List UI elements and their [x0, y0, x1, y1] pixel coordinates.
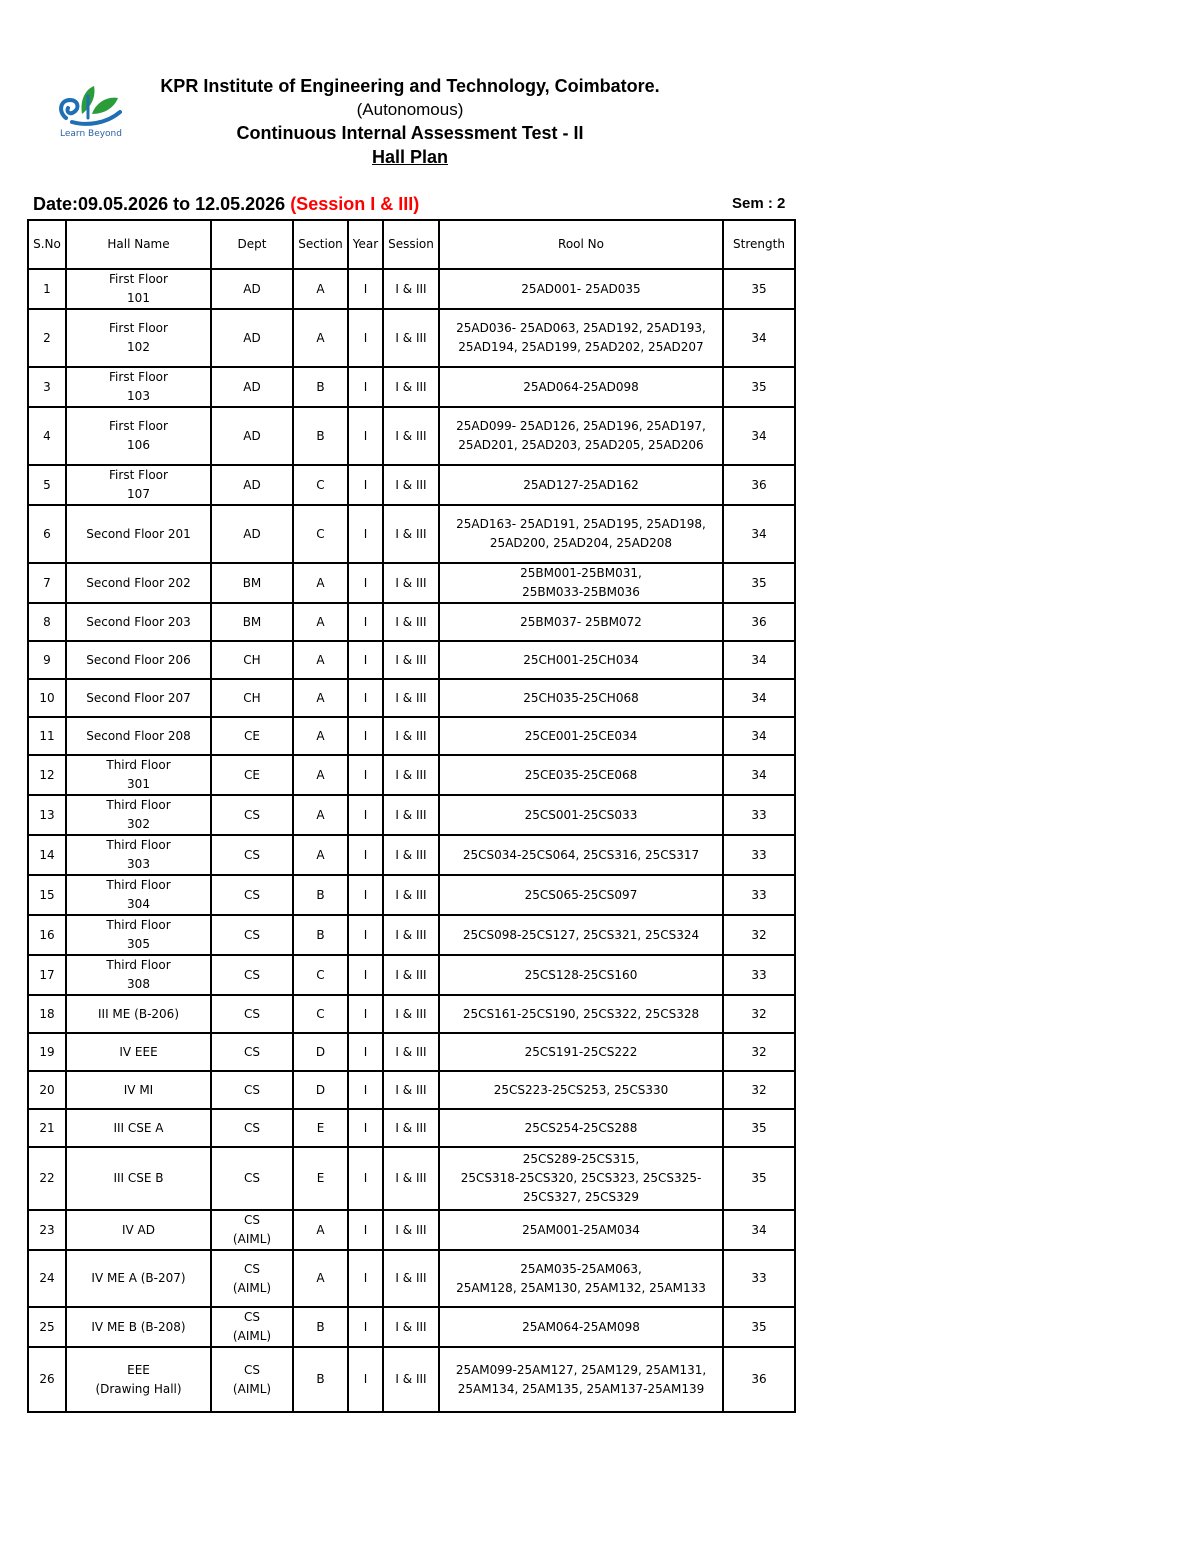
hall-name-cell: First Floor 102	[66, 309, 211, 367]
sno-cell: 25	[28, 1307, 66, 1347]
strength-cell: 35	[723, 269, 795, 309]
hall-name-cell: IV EEE	[66, 1033, 211, 1071]
table-row	[28, 955, 795, 995]
session-cell: I & III	[383, 603, 439, 641]
hall-name-cell: Third Floor 305	[66, 915, 211, 955]
strength-cell: 34	[723, 505, 795, 563]
roll-no-cell: 25CS254-25CS288	[439, 1109, 723, 1147]
section-cell: A	[293, 269, 348, 309]
sno-cell: 4	[28, 407, 66, 465]
session-cell: I & III	[383, 755, 439, 795]
sno-cell: 22	[28, 1147, 66, 1210]
dept-cell: CS	[211, 955, 293, 995]
hall-name-cell: First Floor 101	[66, 269, 211, 309]
col-header-year: Year	[348, 220, 383, 269]
year-cell: I	[348, 1347, 383, 1412]
hall-name-cell: IV AD	[66, 1210, 211, 1250]
strength-cell: 32	[723, 1071, 795, 1109]
year-cell: I	[348, 407, 383, 465]
strength-cell: 33	[723, 955, 795, 995]
section-cell: E	[293, 1109, 348, 1147]
dept-cell: AD	[211, 309, 293, 367]
table-row	[28, 269, 795, 309]
table-row	[28, 795, 795, 835]
section-cell: B	[293, 875, 348, 915]
hall-name-cell: IV ME B (B-208)	[66, 1307, 211, 1347]
dept-cell: CS (AIML)	[211, 1250, 293, 1307]
roll-no-cell: 25AD036- 25AD063, 25AD192, 25AD193, 25AD194, 25AD199, 25AD202, 25AD207	[439, 309, 723, 367]
sno-cell: 9	[28, 641, 66, 679]
year-cell: I	[348, 955, 383, 995]
table-row	[28, 1347, 795, 1412]
roll-no-cell: 25CS161-25CS190, 25CS322, 25CS328	[439, 995, 723, 1033]
section-cell: A	[293, 641, 348, 679]
table-row	[28, 1307, 795, 1347]
year-cell: I	[348, 1033, 383, 1071]
year-cell: I	[348, 795, 383, 835]
hall-name-cell: III CSE B	[66, 1147, 211, 1210]
table-row	[28, 717, 795, 755]
session-cell: I & III	[383, 1307, 439, 1347]
col-header-session: Session	[383, 220, 439, 269]
session-cell: I & III	[383, 995, 439, 1033]
section-cell: A	[293, 563, 348, 603]
session-cell: I & III	[383, 679, 439, 717]
sno-cell: 24	[28, 1250, 66, 1307]
col-header-hall-name: Hall Name	[66, 220, 211, 269]
year-cell: I	[348, 603, 383, 641]
strength-cell: 32	[723, 995, 795, 1033]
roll-no-cell: 25AD163- 25AD191, 25AD195, 25AD198, 25AD200, 25AD204, 25AD208	[439, 505, 723, 563]
table-row	[28, 875, 795, 915]
section-cell: A	[293, 755, 348, 795]
hall-name-cell: IV ME A (B-207)	[66, 1250, 211, 1307]
dept-cell: CS	[211, 915, 293, 955]
sno-cell: 12	[28, 755, 66, 795]
section-cell: C	[293, 955, 348, 995]
sno-cell: 15	[28, 875, 66, 915]
dept-cell: CS	[211, 1071, 293, 1109]
strength-cell: 33	[723, 1250, 795, 1307]
dept-cell: CE	[211, 717, 293, 755]
strength-cell: 35	[723, 1307, 795, 1347]
sno-cell: 3	[28, 367, 66, 407]
roll-no-cell: 25AM001-25AM034	[439, 1210, 723, 1250]
hall-name-cell: Third Floor 303	[66, 835, 211, 875]
session-cell: I & III	[383, 641, 439, 679]
section-cell: A	[293, 679, 348, 717]
dept-cell: AD	[211, 505, 293, 563]
year-cell: I	[348, 679, 383, 717]
strength-cell: 35	[723, 1109, 795, 1147]
roll-no-cell: 25AM064-25AM098	[439, 1307, 723, 1347]
table-header-row	[28, 220, 795, 269]
hall-name-cell: III CSE A	[66, 1109, 211, 1147]
year-cell: I	[348, 717, 383, 755]
col-header-strength: Strength	[723, 220, 795, 269]
session-cell: I & III	[383, 1109, 439, 1147]
section-cell: B	[293, 1307, 348, 1347]
roll-no-cell: 25AM099-25AM127, 25AM129, 25AM131, 25AM134, 25AM135, 25AM137-25AM139	[439, 1347, 723, 1412]
section-cell: E	[293, 1147, 348, 1210]
section-cell: B	[293, 915, 348, 955]
hall-name-cell: IV MI	[66, 1071, 211, 1109]
year-cell: I	[348, 309, 383, 367]
strength-cell: 35	[723, 563, 795, 603]
session-cell: I & III	[383, 505, 439, 563]
session-cell: I & III	[383, 795, 439, 835]
roll-no-cell: 25CS001-25CS033	[439, 795, 723, 835]
col-header-section: Section	[293, 220, 348, 269]
strength-cell: 32	[723, 1033, 795, 1071]
session-cell: I & III	[383, 1147, 439, 1210]
sno-cell: 17	[28, 955, 66, 995]
sno-cell: 2	[28, 309, 66, 367]
session-cell: I & III	[383, 367, 439, 407]
year-cell: I	[348, 465, 383, 505]
roll-no-cell: 25CS098-25CS127, 25CS321, 25CS324	[439, 915, 723, 955]
year-cell: I	[348, 505, 383, 563]
section-cell: A	[293, 795, 348, 835]
table-row	[28, 603, 795, 641]
strength-cell: 35	[723, 1147, 795, 1210]
table-row	[28, 1109, 795, 1147]
dept-cell: CS	[211, 1109, 293, 1147]
sno-cell: 11	[28, 717, 66, 755]
sno-cell: 18	[28, 995, 66, 1033]
year-cell: I	[348, 1071, 383, 1109]
roll-no-cell: 25CH035-25CH068	[439, 679, 723, 717]
section-cell: A	[293, 1250, 348, 1307]
table-row	[28, 1033, 795, 1071]
hall-name-cell: Second Floor 202	[66, 563, 211, 603]
section-cell: D	[293, 1071, 348, 1109]
year-cell: I	[348, 1307, 383, 1347]
session-cell: I & III	[383, 915, 439, 955]
roll-no-cell: 25CS289-25CS315, 25CS318-25CS320, 25CS323, 25CS325- 25CS327, 25CS329	[439, 1147, 723, 1210]
strength-cell: 33	[723, 795, 795, 835]
dept-cell: AD	[211, 269, 293, 309]
session-cell: I & III	[383, 1210, 439, 1250]
hall-name-cell: Second Floor 207	[66, 679, 211, 717]
roll-no-cell: 25CS191-25CS222	[439, 1033, 723, 1071]
session-cell: I & III	[383, 1071, 439, 1109]
session-cell: I & III	[383, 309, 439, 367]
roll-no-cell: 25BM037- 25BM072	[439, 603, 723, 641]
sno-cell: 19	[28, 1033, 66, 1071]
autonomous-label: (Autonomous)	[356, 100, 464, 119]
section-cell: A	[293, 309, 348, 367]
col-header-dept: Dept	[211, 220, 293, 269]
table-row	[28, 1071, 795, 1109]
table-row	[28, 1250, 795, 1307]
institute-name: KPR Institute of Engineering and Technology, Coimbatore.	[160, 76, 660, 96]
strength-cell: 36	[723, 603, 795, 641]
sno-cell: 13	[28, 795, 66, 835]
year-cell: I	[348, 875, 383, 915]
dept-cell: AD	[211, 367, 293, 407]
dept-cell: CH	[211, 679, 293, 717]
year-cell: I	[348, 563, 383, 603]
strength-cell: 33	[723, 835, 795, 875]
dept-cell: CS	[211, 795, 293, 835]
year-cell: I	[348, 835, 383, 875]
session-cell: I & III	[383, 1033, 439, 1071]
hall-name-cell: Second Floor 203	[66, 603, 211, 641]
dept-cell: BM	[211, 603, 293, 641]
hall-name-cell: Third Floor 308	[66, 955, 211, 995]
dept-cell: CS (AIML)	[211, 1307, 293, 1347]
table-row	[28, 915, 795, 955]
roll-no-cell: 25AM035-25AM063, 25AM128, 25AM130, 25AM132, 25AM133	[439, 1250, 723, 1307]
year-cell: I	[348, 915, 383, 955]
sno-cell: 20	[28, 1071, 66, 1109]
strength-cell: 36	[723, 465, 795, 505]
hall-name-cell: Second Floor 208	[66, 717, 211, 755]
year-cell: I	[348, 367, 383, 407]
table-row	[28, 407, 795, 465]
roll-no-cell: 25AD127-25AD162	[439, 465, 723, 505]
sno-cell: 21	[28, 1109, 66, 1147]
session-cell: I & III	[383, 1250, 439, 1307]
section-cell: A	[293, 835, 348, 875]
table-row	[28, 465, 795, 505]
strength-cell: 34	[723, 717, 795, 755]
strength-cell: 34	[723, 309, 795, 367]
strength-cell: 32	[723, 915, 795, 955]
dept-cell: BM	[211, 563, 293, 603]
dept-cell: CH	[211, 641, 293, 679]
table-row	[28, 309, 795, 367]
semester-label: Sem : 2	[732, 195, 786, 212]
sno-cell: 16	[28, 915, 66, 955]
test-title: Continuous Internal Assessment Test - II	[236, 123, 584, 143]
strength-cell: 34	[723, 755, 795, 795]
table-row	[28, 679, 795, 717]
year-cell: I	[348, 1147, 383, 1210]
roll-no-cell: 25CS223-25CS253, 25CS330	[439, 1071, 723, 1109]
hall-name-cell: EEE (Drawing Hall)	[66, 1347, 211, 1412]
roll-no-cell: 25CH001-25CH034	[439, 641, 723, 679]
year-cell: I	[348, 1250, 383, 1307]
table-body	[28, 269, 795, 1412]
section-cell: C	[293, 465, 348, 505]
sno-cell: 1	[28, 269, 66, 309]
sno-cell: 26	[28, 1347, 66, 1412]
hall-name-cell: Third Floor 302	[66, 795, 211, 835]
sno-cell: 7	[28, 563, 66, 603]
year-cell: I	[348, 1210, 383, 1250]
roll-no-cell: 25CE001-25CE034	[439, 717, 723, 755]
table-row	[28, 563, 795, 603]
table-row	[28, 1147, 795, 1210]
date-range: Date:09.05.2026 to 12.05.2026	[33, 194, 291, 214]
hall-name-cell: First Floor 103	[66, 367, 211, 407]
roll-no-cell: 25CS128-25CS160	[439, 955, 723, 995]
dept-cell: CE	[211, 755, 293, 795]
hall-name-cell: III ME (B-206)	[66, 995, 211, 1033]
sno-cell: 14	[28, 835, 66, 875]
session-cell: I & III	[383, 835, 439, 875]
dept-cell: CS	[211, 835, 293, 875]
logo-tagline: Learn Beyond	[60, 129, 122, 139]
hall-name-cell: Second Floor 206	[66, 641, 211, 679]
roll-no-cell: 25AD099- 25AD126, 25AD196, 25AD197, 25AD201, 25AD203, 25AD205, 25AD206	[439, 407, 723, 465]
sno-cell: 10	[28, 679, 66, 717]
year-cell: I	[348, 755, 383, 795]
session-cell: I & III	[383, 955, 439, 995]
sno-cell: 8	[28, 603, 66, 641]
year-cell: I	[348, 995, 383, 1033]
section-cell: C	[293, 995, 348, 1033]
section-cell: B	[293, 367, 348, 407]
table-row	[28, 835, 795, 875]
hall-plan-title: Hall Plan	[371, 147, 449, 167]
session-cell: I & III	[383, 465, 439, 505]
dept-cell: CS (AIML)	[211, 1347, 293, 1412]
hall-name-cell: First Floor 106	[66, 407, 211, 465]
table-row	[28, 1210, 795, 1250]
section-cell: A	[293, 717, 348, 755]
session-cell: I & III	[383, 269, 439, 309]
dept-cell: CS	[211, 875, 293, 915]
strength-cell: 34	[723, 1210, 795, 1250]
table-row	[28, 995, 795, 1033]
sno-cell: 23	[28, 1210, 66, 1250]
hall-name-cell: Third Floor 301	[66, 755, 211, 795]
strength-cell: 36	[723, 1347, 795, 1412]
col-header-roll-no: Rool No	[439, 220, 723, 269]
table-row	[28, 505, 795, 563]
session-cell: I & III	[383, 875, 439, 915]
hall-name-cell: Third Floor 304	[66, 875, 211, 915]
table-row	[28, 755, 795, 795]
dept-cell: CS	[211, 1147, 293, 1210]
year-cell: I	[348, 641, 383, 679]
col-header-sno: S.No	[28, 220, 66, 269]
section-cell: A	[293, 1210, 348, 1250]
dept-cell: CS	[211, 1033, 293, 1071]
date-line	[33, 194, 419, 215]
roll-no-cell: 25CS065-25CS097	[439, 875, 723, 915]
table-row	[28, 367, 795, 407]
strength-cell: 35	[723, 367, 795, 407]
dept-cell: CS (AIML)	[211, 1210, 293, 1250]
roll-no-cell: 25CS034-25CS064, 25CS316, 25CS317	[439, 835, 723, 875]
section-cell: C	[293, 505, 348, 563]
sno-cell: 6	[28, 505, 66, 563]
hall-plan-table	[27, 219, 796, 1413]
section-cell: A	[293, 603, 348, 641]
roll-no-cell: 25AD064-25AD098	[439, 367, 723, 407]
strength-cell: 33	[723, 875, 795, 915]
session-cell: I & III	[383, 1347, 439, 1412]
session-cell: I & III	[383, 407, 439, 465]
hall-name-cell: Second Floor 201	[66, 505, 211, 563]
year-cell: I	[348, 1109, 383, 1147]
dept-cell: AD	[211, 465, 293, 505]
strength-cell: 34	[723, 407, 795, 465]
dept-cell: AD	[211, 407, 293, 465]
hall-name-cell: First Floor 107	[66, 465, 211, 505]
roll-no-cell: 25BM001-25BM031, 25BM033-25BM036	[439, 563, 723, 603]
session-cell: I & III	[383, 717, 439, 755]
roll-no-cell: 25CE035-25CE068	[439, 755, 723, 795]
section-cell: D	[293, 1033, 348, 1071]
table-row	[28, 641, 795, 679]
section-cell: B	[293, 407, 348, 465]
sno-cell: 5	[28, 465, 66, 505]
session-cell: I & III	[383, 563, 439, 603]
roll-no-cell: 25AD001- 25AD035	[439, 269, 723, 309]
strength-cell: 34	[723, 641, 795, 679]
year-cell: I	[348, 269, 383, 309]
section-cell: B	[293, 1347, 348, 1412]
strength-cell: 34	[723, 679, 795, 717]
session-label: (Session I & III)	[290, 194, 420, 214]
dept-cell: CS	[211, 995, 293, 1033]
